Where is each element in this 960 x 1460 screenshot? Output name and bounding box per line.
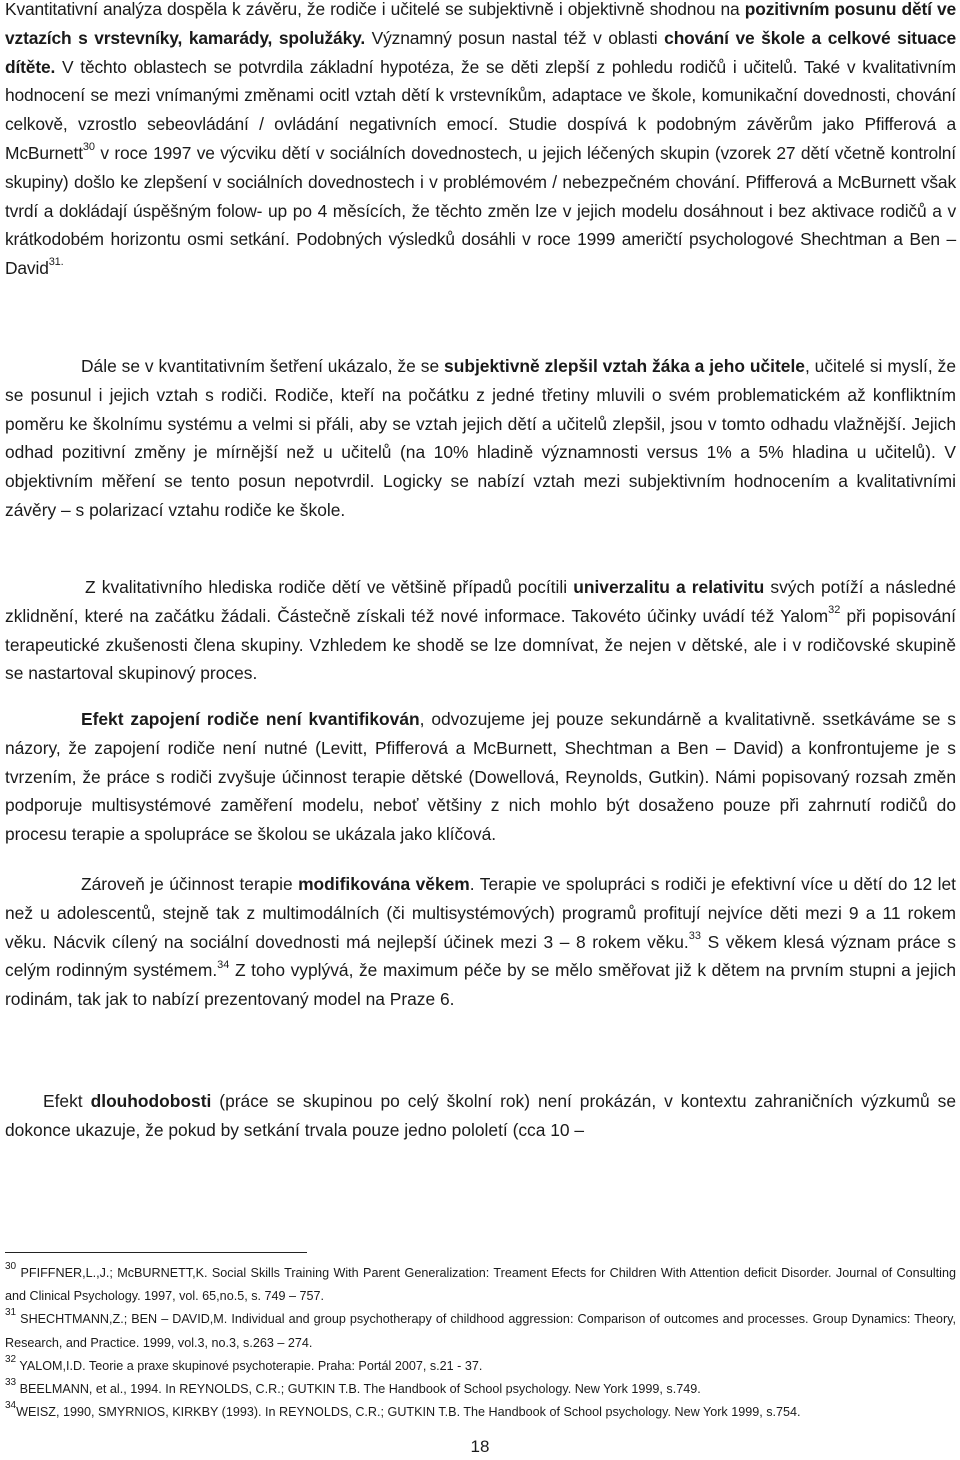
text-span: S věkem klesá význam práce s celým rodinným systémem. xyxy=(5,931,957,981)
text-span: Zároveň je účinnost terapie xyxy=(81,874,299,894)
text-span: v roce 1997 ve výcviku dětí v sociálních dovednostech, u jejich léčených skupin (vzorek 27 dětí včetně kontrolní skupiny) došlo ke zlepšení v sociálních dovednostech i v problémovém / nebezpečném chování. Pfifferová a McBurnett však tvrdí a dokládají úspěšným folow- up po 4 měsících, že těchto změn lze v jejich modelu dosáhnout i bez aktivace rodičů a v krátkodobém horizontu osmi setkání. Podobných výsledků dosáhli v roce 1999 američtí psychologové Shechtman a Ben – David xyxy=(5,142,956,279)
text-span: Dále se v kvantitativním šetření ukázalo, že se xyxy=(81,356,445,376)
paragraph-quantitative-analysis xyxy=(5,0,956,283)
footnote-30 xyxy=(5,1262,956,1308)
text-span: . Terapie ve spolupráci s rodiči je efektivní více u dětí do 12 let než u adolescentů, stejně tak z multimodálních (či multisystémových) programů profitují nejvíce děti mezi 9 a 11 rokem věku. Nácvik cílený na sociální dovednosti má nejlepší účinek mezi 3 – 8 rokem věku. xyxy=(5,874,956,952)
bold-text: modifikována věkem xyxy=(298,874,470,894)
footnote-text: YALOM,I.D. Teorie a praxe skupinové psychoterapie. Praha: Portál 2007, s.21 - 37. xyxy=(16,1358,483,1373)
text-span: Kvantitativní analýza dospěla k závěru, že rodiče i učitelé se subjektivně i objektivně shodnou na xyxy=(5,0,745,19)
page-number: 18 xyxy=(470,1437,490,1456)
footnote-text: PFIFFNER,L.,J.; McBURNETT,K. Social Skills Training With Parent Generalization: Treament Efects for Children With Attention deficit Disorder. Journal of Consulting and Clinical Psychology. 1997, vol. 65,no.5, s. 749 – 757. xyxy=(5,1266,956,1304)
text-span: při popisování terapeutické zkušenosti člena skupiny. Vzhledem ke shodě se lze domnívat, že nejen v dětské, ale i v rodičovské skupině se nastartoval skupinový proces. xyxy=(5,605,957,684)
bold-text: subjektivně zlepšil vztah žáka a jeho učitele xyxy=(444,356,805,376)
footnote-32 xyxy=(5,1355,956,1378)
footnote-text: SHECHTMANN,Z.; BEN – DAVID,M. Individual and group psychotherapy of childhood aggression: Comparison of outcomes and processes. Group Dynamics: Theory, Research, and Practice. 1999, vol.3, no.3, s.263 – 274. xyxy=(5,1312,956,1350)
text-span: , učitelé si myslí, že se posunul i jejich vztah s rodiči. Rodiče, kteří na počátku z jedné třetiny mluvili o svém problematickém až konfliktním poměru ke školnímu systému a velmi si přáli, aby se vztah jejich dětí a učitelů zlepšil, jsou v tomto odhadu vlažnější. Jejich odhad pozitivní změny je mírnější než u učitelů (na 10% hladině významnosti versus 1% a 5% hladina u učitelů). V objektivním měření se tento posun nepotvrdil. Logicky se nabízí vztah mezi subjektivním hodnocením a kvalitativními závěry – s polarizací vztahu rodiče ke škole. xyxy=(5,356,956,520)
text-span: (práce se skupinou po celý školní rok) není prokázán, v kontextu zahraničních výzkumů se dokonce ukazuje, že pokud by setkání trvala pouze jedno pololetí (cca 10 – xyxy=(5,1091,957,1140)
text-span: Z toho vyplývá, že maximum péče by se mělo směřovat již k dětem na prvním stupni a jejich rodinám, tak jak to nabízí prezentovaný model na Praze 6. xyxy=(5,960,957,1010)
footnote-ref-30[interactable]: 30 xyxy=(82,141,95,154)
footnote-31 xyxy=(5,1308,956,1354)
footnote-ref-32[interactable]: 32 xyxy=(828,604,841,616)
footnote-number: 31 xyxy=(5,1307,17,1319)
text-span: Z kvalitativního hlediska rodiče dětí ve většině případů pocítili xyxy=(85,577,574,597)
footnote-separator xyxy=(5,1252,307,1253)
footnote-number: 30 xyxy=(5,1260,17,1272)
bold-text: Efekt zapojení rodiče není kvantifikován xyxy=(81,709,420,729)
bold-text: dlouhodobosti xyxy=(90,1091,212,1111)
footnote-number: 32 xyxy=(5,1353,17,1365)
paragraph-teacher-relationship xyxy=(5,352,956,525)
paragraph-duration-effect xyxy=(5,1087,956,1145)
footnote-ref-33[interactable]: 33 xyxy=(688,929,701,942)
text-span: Významný posun nastal též v oblasti xyxy=(365,27,665,48)
text-span: V těchto oblastech se potvrdila základní hypotéza, že se děti zlepší z pohledu rodičů i učitelů. Také v kvalitativním hodnocení se mezi vnímanými změnami ocitl vztah dětí k vrstevníkům, adaptace ve škole, komunikační dovednosti, chování celkově, vzrostlo sebeovládání / ovládání negativních emocí. Studie dospívá k podobným závěrům jako Pfifferová a McBurnett xyxy=(5,56,956,163)
footnote-text: WEISZ, 1990, SMYRNIOS, KIRKBY (1993). In REYNOLDS, C.R.; GUTKIN T.B. The Handbook of School psychology. New York 1999, s.754. xyxy=(16,1405,801,1420)
footnote-ref-34[interactable]: 34 xyxy=(217,958,230,971)
text-span: Efekt xyxy=(43,1091,91,1111)
text-span: , odvozujeme jej pouze sekundárně a kvalitativně. ssetkáváme se s názory, že zapojení rodiče není nutné (Levitt, Pfifferová a McBurnett, Shechtman a Ben – David) a konfrontujeme je s tvrzením, že práce s rodiči zvyšuje účinnost terapie dětské (Dowellová, Reynolds, Gutkin). Námi popisovaný rozsah změn podporuje multisystémové zaměření modelu, neboť většiny z nich mohlo být dosaženo pouze při zahrnutí rodičů do procesu terapie a spolupráce se školou se ukázala jako klíčová. xyxy=(5,709,956,845)
bold-text: pozitivním posunu dětí ve vztazích s vrstevníky, kamarády, spolužáky. xyxy=(5,0,957,48)
footnote-ref-31[interactable]: 31. xyxy=(48,256,64,269)
bold-text: univerzalitu a relativitu xyxy=(573,577,765,597)
footnote-34 xyxy=(5,1401,956,1424)
footnotes xyxy=(5,1262,956,1424)
paragraph-qualitative-view xyxy=(5,573,956,688)
footnote-number: 33 xyxy=(5,1376,17,1388)
footnote-text: BEELMANN, et al., 1994. In REYNOLDS, C.R.; GUTKIN T.B. The Handbook of School psychology. New York 1999, s.749. xyxy=(16,1382,701,1397)
footnote-number: 34 xyxy=(5,1400,17,1412)
bold-text: chování ve škole a celkové situace dítěte. xyxy=(5,27,956,77)
text-span: svých potíží a následné zklidnění, které na začátku žádali. Částečně získali též nové informace. Takovéto účinky uvádí též Yalom xyxy=(5,577,957,626)
footnote-33 xyxy=(5,1378,956,1401)
paragraph-parent-involvement xyxy=(5,705,956,849)
paragraph-age-modification xyxy=(5,870,956,1014)
